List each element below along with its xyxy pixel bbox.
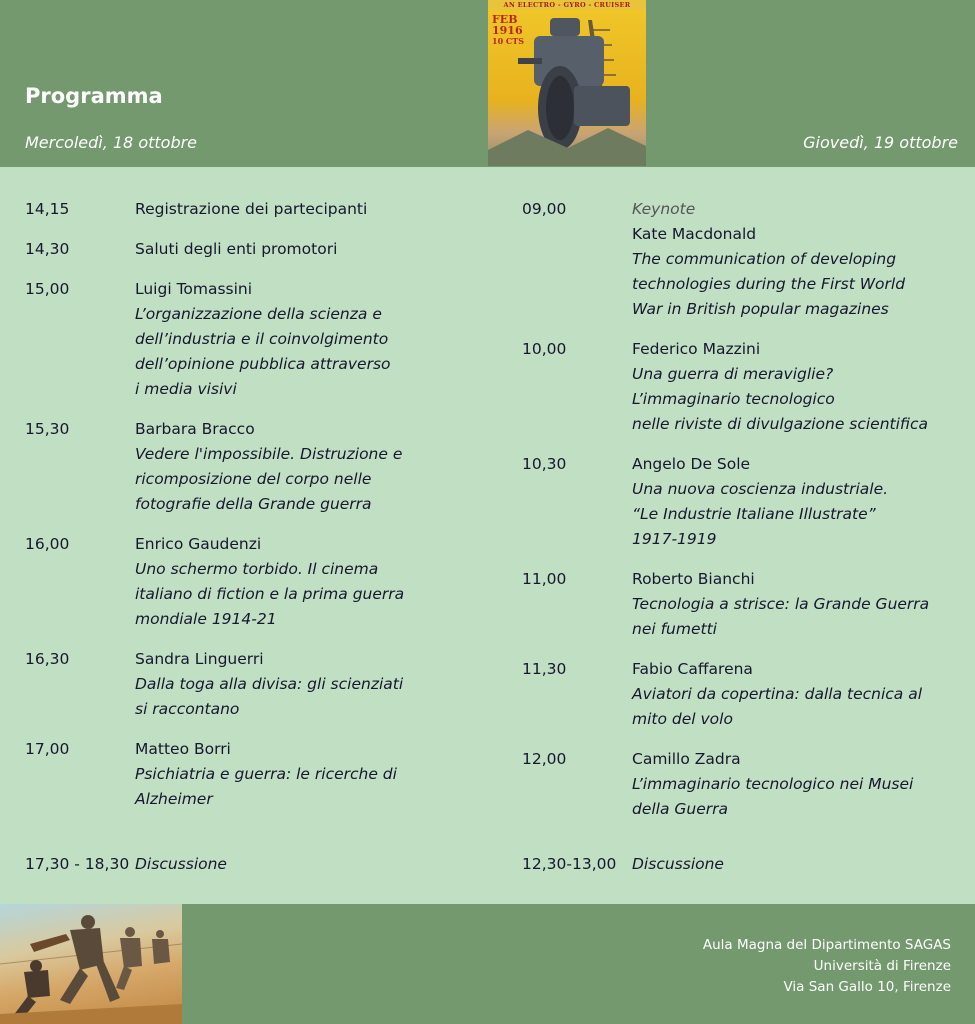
day1-schedule — [25, 197, 475, 812]
schedule-item — [25, 737, 475, 812]
talk-title-line: Alzheimer — [135, 790, 213, 808]
cover-band-text: AN ELECTRO - GYRO - CRUISER — [488, 0, 646, 10]
page-title: Programma — [25, 84, 163, 108]
talk-title-line: mito del volo — [632, 710, 733, 728]
speaker-name: Camillo Zadra — [632, 750, 741, 768]
schedule-time: 15,00 — [25, 280, 70, 298]
talk-title-line: si raccontano — [135, 700, 240, 718]
speaker-name: Sandra Linguerri — [135, 650, 264, 668]
speaker-name: Matteo Borri — [135, 740, 231, 758]
schedule-time: 09,00 — [522, 200, 567, 218]
day1-heading: Mercoledì, 18 ottobre — [25, 133, 198, 152]
schedule-time: 17,00 — [25, 740, 70, 758]
schedule-time: 11,30 — [522, 660, 567, 678]
speaker-name: Fabio Caffarena — [632, 660, 753, 678]
speaker-name: Barbara Bracco — [135, 420, 255, 438]
day2-heading: Giovedì, 19 ottobre — [803, 133, 958, 152]
talk-title-line: Uno schermo torbido. Il cinema — [135, 560, 379, 578]
talk-title-line: fotografie della Grande guerra — [135, 495, 372, 513]
schedule-item — [522, 197, 962, 322]
day2-schedule — [522, 197, 962, 822]
talk-title-line: L’organizzazione della scienza e — [135, 305, 382, 323]
venue-line: Aula Magna del Dipartimento SAGAS — [702, 937, 951, 953]
talk-title-line: Tecnologia a strisce: la Grande Guerra — [632, 595, 930, 613]
schedule-item — [522, 452, 962, 552]
schedule-item — [522, 337, 962, 437]
discussion-time: 17,30 - 18,30 — [25, 855, 130, 873]
schedule-time: 12,00 — [522, 750, 567, 768]
soldiers-drawing — [0, 904, 182, 1024]
venue-line: Via San Gallo 10, Firenze — [783, 979, 951, 995]
talk-title-line: Aviatori da copertina: dalla tecnica al — [632, 685, 923, 703]
talk-title-line: Una nuova coscienza industriale. — [632, 480, 889, 498]
talk-title-line: War in British popular magazines — [632, 300, 889, 318]
schedule-item — [25, 532, 475, 632]
schedule-time: 10,00 — [522, 340, 567, 358]
schedule-text: Saluti degli enti promotori — [135, 240, 338, 258]
schedule-item — [25, 417, 475, 517]
day2-discussion — [522, 852, 724, 877]
schedule-time: 16,30 — [25, 650, 70, 668]
talk-title-line: italiano di fiction e la prima guerra — [135, 585, 405, 603]
schedule-time: 15,30 — [25, 420, 70, 438]
keynote-label: Keynote — [632, 200, 696, 218]
tank-illustration — [488, 0, 646, 166]
soldiers-illustration — [0, 904, 182, 1024]
schedule-item — [522, 747, 962, 822]
talk-title-line: technologies during the First World — [632, 275, 906, 293]
speaker-name: Roberto Bianchi — [632, 570, 755, 588]
cover-month: FEB — [492, 13, 518, 26]
talk-title-line: ricomposizione del corpo nelle — [135, 470, 372, 488]
talk-title-line: L’immaginario tecnologico nei Musei — [632, 775, 914, 793]
talk-title-line: i media visivi — [135, 380, 237, 398]
schedule-item — [25, 647, 475, 722]
talk-title-line: nelle riviste di divulgazione scientifica — [632, 415, 928, 433]
talk-title-line: Vedere l'impossibile. Distruzione e — [135, 445, 403, 463]
talk-title-line: dell’opinione pubblica attraverso — [135, 355, 391, 373]
schedule-time: 14,30 — [25, 240, 70, 258]
schedule-time: 11,00 — [522, 570, 567, 588]
venue-info — [703, 935, 951, 998]
talk-title-line: Dalla toga alla divisa: gli scienziati — [135, 675, 404, 693]
schedule-item — [25, 277, 475, 402]
talk-title-line: mondiale 1914-21 — [135, 610, 277, 628]
cover-year: 1916 — [492, 24, 523, 37]
discussion-label: Discussione — [135, 855, 227, 873]
schedule-item — [522, 567, 962, 642]
schedule-item — [25, 197, 475, 222]
speaker-name: Luigi Tomassini — [135, 280, 253, 298]
talk-title-line: The communication of developing — [632, 250, 897, 268]
speaker-name: Enrico Gaudenzi — [135, 535, 262, 553]
speaker-name: Federico Mazzini — [632, 340, 761, 358]
schedule-time: 16,00 — [25, 535, 70, 553]
talk-title-line: dell’industria e il coinvolgimento — [135, 330, 389, 348]
venue-line: Università di Firenze — [813, 958, 951, 974]
talk-title-line: della Guerra — [632, 800, 729, 818]
talk-title-line: Una guerra di meraviglie? — [632, 365, 834, 383]
schedule-time: 10,30 — [522, 455, 567, 473]
schedule-text: Registrazione dei partecipanti — [135, 200, 368, 218]
talk-title-line: 1917-1919 — [632, 530, 717, 548]
talk-title-line: Psichiatria e guerra: le ricerche di — [135, 765, 397, 783]
speaker-name: Kate Macdonald — [632, 225, 757, 243]
talk-title-line: L’immaginario tecnologico — [632, 390, 835, 408]
magazine-cover-image — [488, 0, 646, 166]
talk-title-line: “Le Industrie Italiane Illustrate” — [632, 505, 876, 523]
schedule-item — [522, 657, 962, 732]
discussion-label: Discussione — [632, 855, 724, 873]
day1-discussion — [25, 852, 227, 877]
schedule-item — [25, 237, 475, 262]
schedule-time: 14,15 — [25, 200, 70, 218]
speaker-name: Angelo De Sole — [632, 455, 751, 473]
talk-title-line: nei fumetti — [632, 620, 717, 638]
discussion-time: 12,30-13,00 — [522, 855, 617, 873]
cover-price: 10 CTS — [492, 36, 525, 46]
